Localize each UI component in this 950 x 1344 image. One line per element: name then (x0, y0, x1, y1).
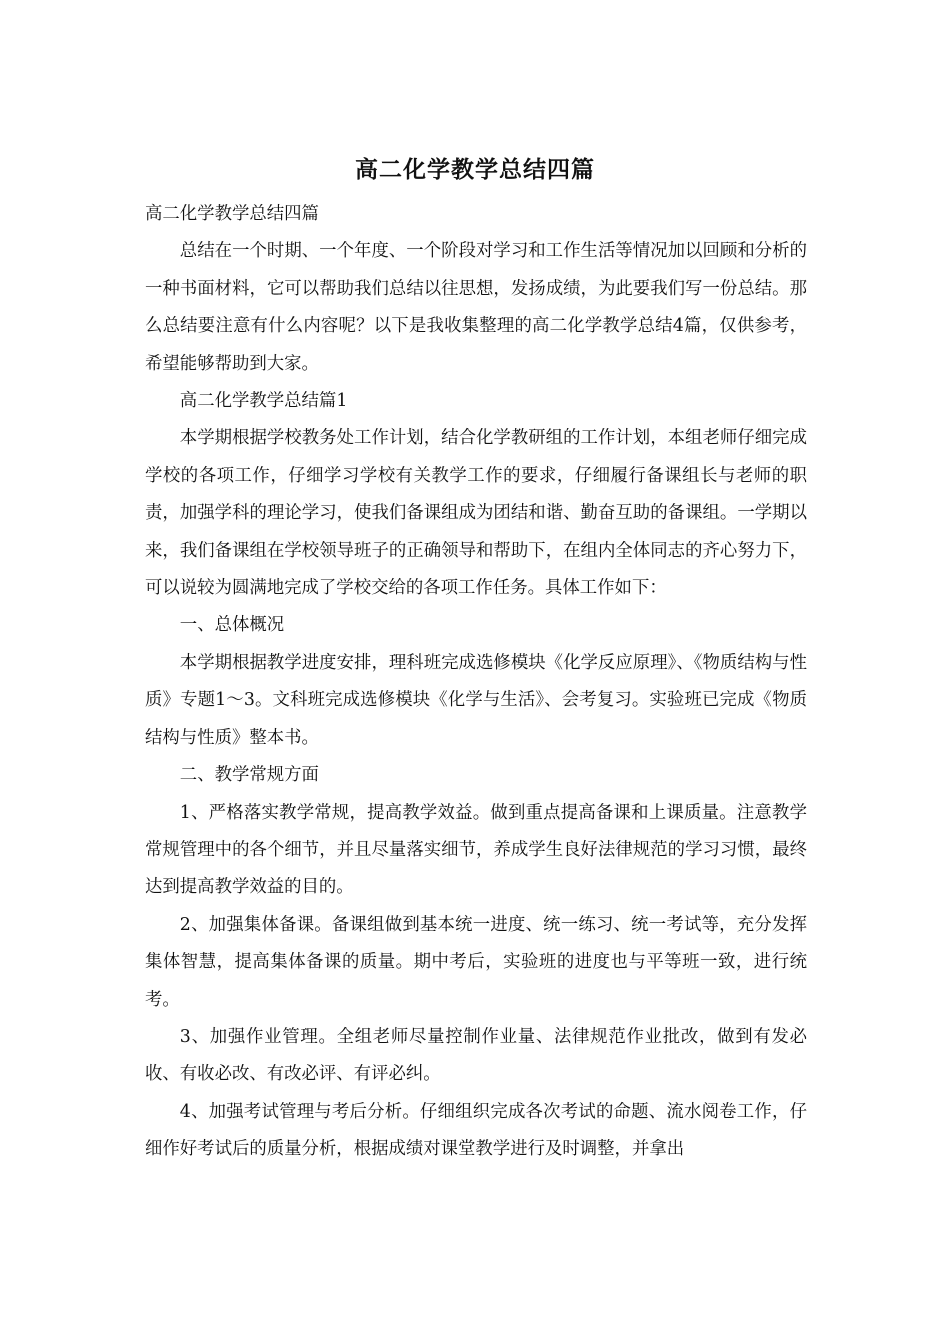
body-paragraph: 4、加强考试管理与考后分析。仔细组织完成各次考试的命题、流水阅卷工作，仔细作好考试后的质量分析，根据成绩对课堂教学进行及时调整，并拿出 (145, 1101, 807, 1160)
body-paragraph: 3、加强作业管理。全组老师尽量控制作业量、法律规范作业批改，做到有发必收、有收必改、有改必评、有评必纠。 (145, 1026, 807, 1085)
body-paragraph: 本学期根据学校教务处工作计划，结合化学教研组的工作计划，本组老师仔细完成学校的各项工作，仔细学习学校有关教学工作的要求，仔细履行备课组长与老师的职责，加强学科的理论学习，使我们备课组成为团结和谐、勤奋互助的备课组。一学期以来，我们备课组在学校领导班子的正确领导和帮助下，在组内全体同志的齐心努力下，可以说较为圆满地完成了学校交给的各项工作任务。具体工作如下： (145, 428, 807, 599)
section-heading: 高二化学教学总结篇1 (179, 391, 348, 412)
document-body (145, 196, 807, 1169)
body-paragraph: 本学期根据教学进度安排，理科班完成选修模块《化学反应原理》、《物质结构与性质》专题1～3。文科班完成选修模块《化学与生活》、会考复习。实验班已完成《物质结构与性质》整本书。 (145, 652, 807, 748)
section-heading: 一、总体概况 (179, 615, 285, 636)
intro-paragraph: 总结在一个时期、一个年度、一个阶段对学习和工作生活等情况加以回顾和分析的一种书面材料，它可以帮助我们总结以往思想，发扬成绩，为此要我们写一份总结。那么总结要注意有什么内容呢？以下是我收集整理的高二化学教学总结4篇，仅供参考，希望能够帮助到大家。 (145, 241, 807, 374)
document-title: 高二化学教学总结四篇 (355, 156, 595, 183)
body-paragraph: 2、加强集体备课。备课组做到基本统一进度、统一练习、统一考试等，充分发挥集体智慧，提高集体备课的质量。期中考后，实验班的进度也与平等班一致，进行统考。 (145, 914, 807, 1010)
section-heading: 二、教学常规方面 (179, 765, 319, 786)
subtitle-line: 高二化学教学总结四篇 (145, 204, 319, 224)
body-paragraph: 1、严格落实教学常规，提高教学效益。做到重点提高备课和上课质量。注意教学常规管理中的各个细节，并且尽量落实细节，养成学生良好法律规范的学习习惯，最终达到提高教学效益的目的。 (145, 802, 807, 898)
